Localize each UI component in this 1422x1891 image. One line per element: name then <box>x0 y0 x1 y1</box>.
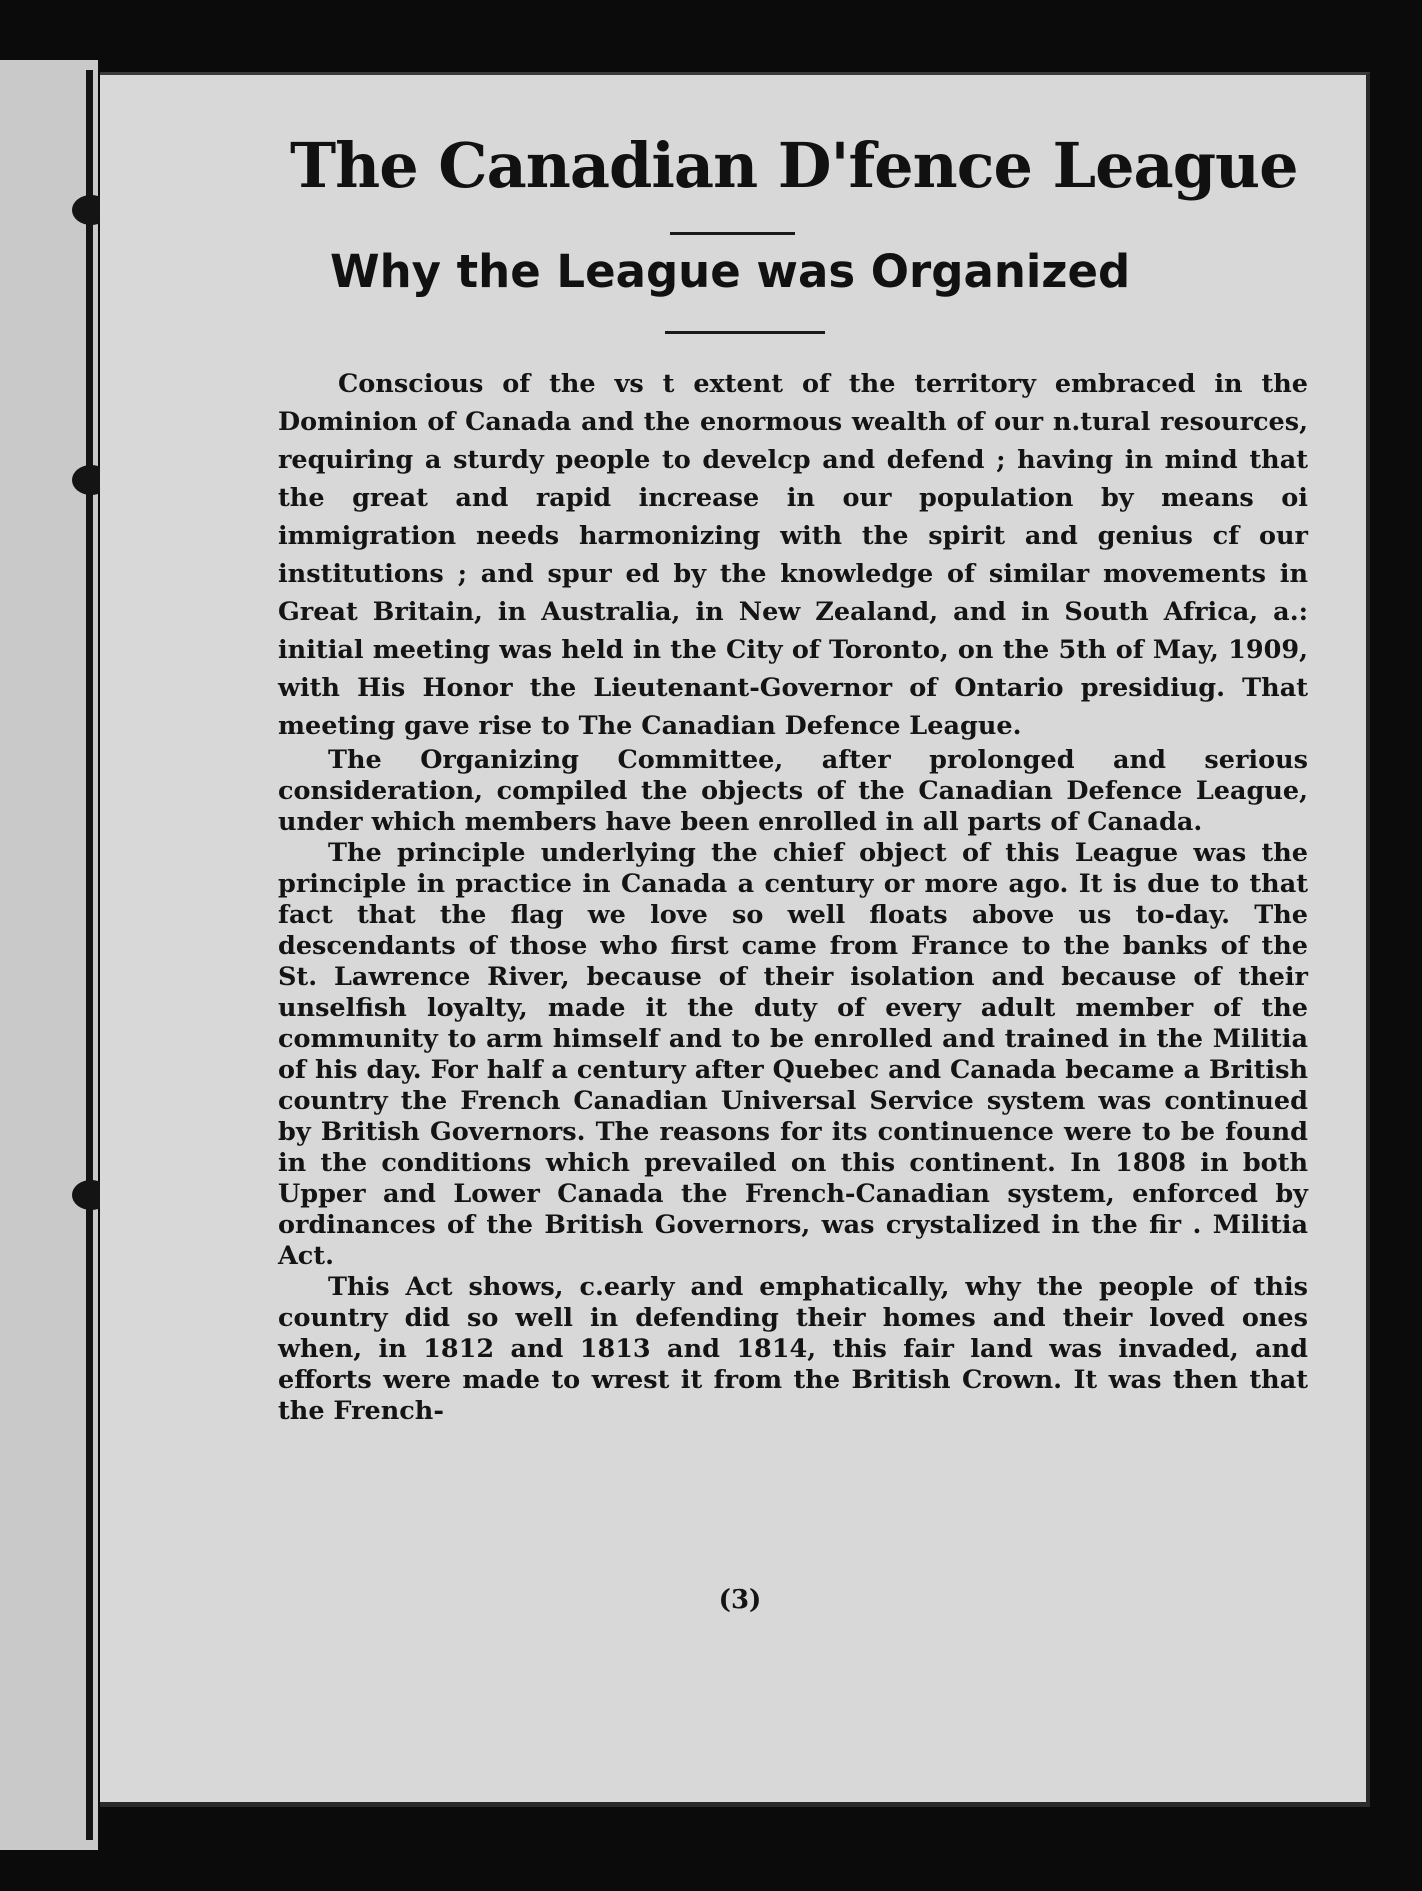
binding-line <box>86 70 93 1840</box>
document-subtitle: Why the League was Organized <box>330 245 1131 298</box>
document-title: The Canadian D'fence League <box>290 129 1298 202</box>
paragraph: Conscious of the vs t extent of the territory embraced in the Dominion of Canada and the enormous wealth of our n.tural resources, requiring a sturdy people to develcp and defend ; having in mind that the great and rapid increase in our population by means oi immigration needs harmonizing with the spirit and genius cf our institutions ; and spur ed by the knowledge of similar movements in Great Britain, in Australia, in New Zealand, and in South Africa, a.: initial meeting was held in the City of Toronto, on the 5th of May, 1909, with His Honor the Lieutenant-Governor of Ontario presidiug. That meeting gave rise to The Canadian Defence League. <box>278 369 1308 741</box>
paragraph: The Organizing Committee, after prolonged and serious consideration, compiled the objects of the Canadian Defence League, under which members have been enrolled in all parts of Canada. <box>278 745 1308 837</box>
subtitle-divider <box>665 331 825 334</box>
body-text <box>278 365 1308 1427</box>
binding-strip <box>0 60 98 1850</box>
paragraph: This Act shows, c.early and emphatically, why the people of this country did so well in defending their homes and their loved ones when, in 1812 and 1813 and 1814, this fair land was invaded, and efforts were made to wrest it from the British Crown. It was then that the French- <box>278 1272 1308 1426</box>
title-divider <box>670 232 795 235</box>
document-page <box>100 72 1370 1807</box>
page-number: (3) <box>718 1585 762 1615</box>
paragraph: The principle underlying the chief object of this League was the principle in practice in Canada a century or more ago. It is due to that fact that the flag we love so well floats above us to-day. The descendants of those who first came from France to the banks of the St. Lawrence River, because of their isolation and because of their unselfish loyalty, made it the duty of every adult member of the community to arm himself and to be enrolled and trained in the Militia of his day. For half a century after Quebec and Canada became a British country the French Canadian Universal Service system was continued by British Governors. The reasons for its continuence were to be found in the conditions which prevailed on this continent. In 1808 in both Upper and Lower Canada the French-Canadian system, enforced by ordinances of the British Governors, was crystalized in the fir . Militia Act. <box>278 838 1308 1271</box>
